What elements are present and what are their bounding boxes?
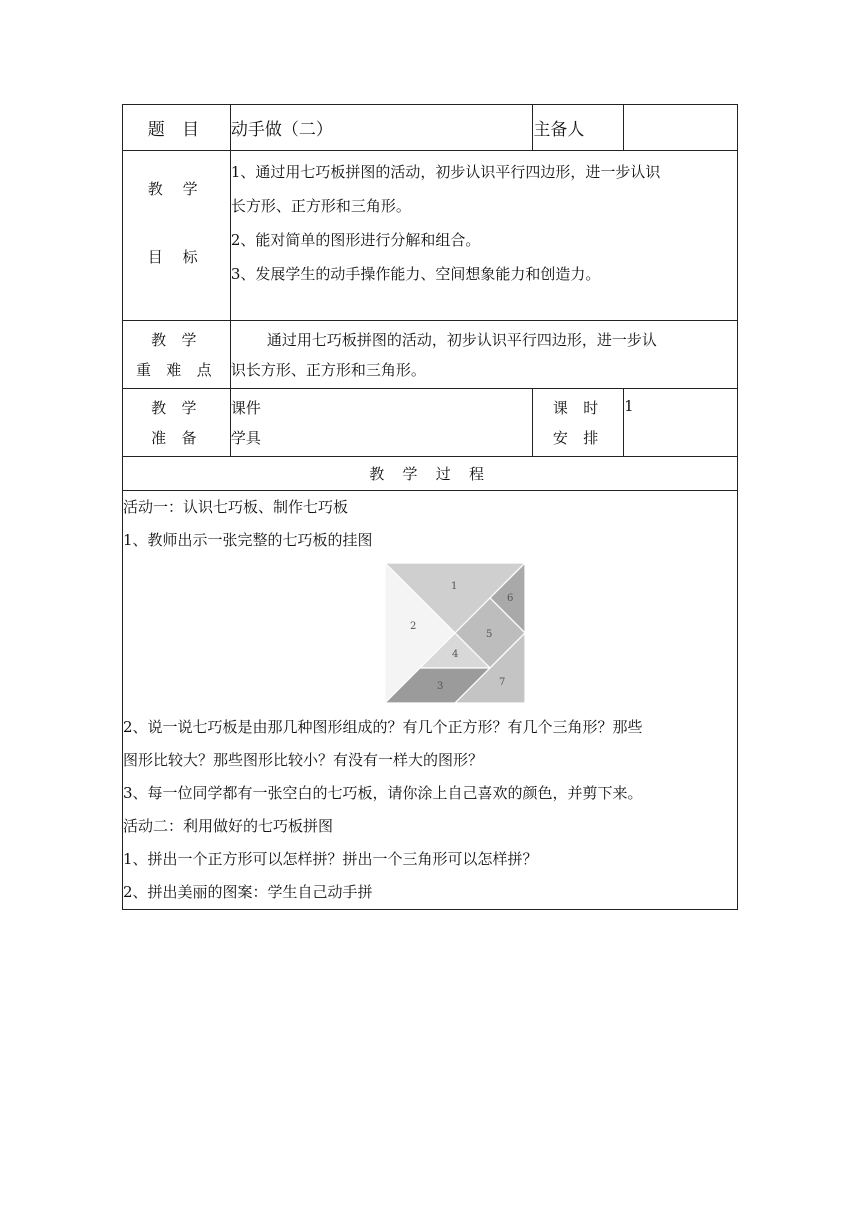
tangram-label-5: 5	[486, 629, 493, 640]
activity1-step3: 3、每一位同学都有一张空白的七巧板，请你涂上自己喜欢的颜色，并剪下来。	[123, 784, 643, 802]
key-points-line: 通过用七巧板拼图的活动，初步认识平行四边形，进一步认	[266, 330, 657, 349]
tangram-label-7: 7	[499, 677, 506, 688]
preparation-items	[230, 389, 532, 457]
key-points-label-top: 教 学	[151, 330, 202, 349]
period-label-top: 课 时	[552, 398, 604, 417]
tangram-label-1: 1	[451, 581, 458, 592]
preparation-label-top: 教 学	[151, 398, 202, 417]
activity2-step2: 2、拼出美丽的图案：学生自己动手拼	[123, 883, 373, 901]
tangram-label-4: 4	[452, 649, 459, 660]
goals-line: 1、通过用七巧板拼图的活动，初步认识平行四边形，进一步认识	[230, 163, 661, 181]
activity1-step2-line: 图形比较大？那些图形比较小？有没有一样大的图形？	[123, 751, 484, 769]
preparation-label	[123, 389, 231, 457]
process-content	[123, 491, 738, 910]
tangram-label-2: 2	[410, 621, 417, 632]
preparer-value	[624, 105, 738, 151]
preparation-item: 学具	[230, 428, 261, 447]
row-title	[123, 105, 738, 151]
goals-label	[123, 151, 231, 321]
activity1-title: 活动一：认识七巧板、制作七巧板	[123, 498, 349, 516]
key-points-content	[230, 321, 737, 389]
goals-line: 3、发展学生的动手操作能力、空间想象能力和创造力。	[230, 265, 601, 283]
lesson-plan-table	[122, 104, 738, 910]
key-points-label-bottom: 重 难 点	[136, 360, 217, 379]
activity1-step1: 1、教师出示一张完整的七巧板的挂图	[123, 531, 373, 549]
goals-content	[230, 151, 737, 321]
row-process-heading	[123, 457, 738, 491]
period-value: 1	[624, 389, 738, 457]
preparer-label: 主备人	[533, 105, 624, 151]
title-value: 动手做（二）	[230, 105, 532, 151]
key-points-line: 识长方形、正方形和三角形。	[230, 360, 426, 379]
tangram-figure	[385, 563, 525, 703]
goals-label-top: 教 学	[147, 179, 206, 198]
goals-line: 2、能对简单的图形进行分解和组合。	[230, 231, 481, 249]
key-points-label	[123, 321, 231, 389]
activity1-step2-line: 2、说一说七巧板是由那几种图形组成的？有几个正方形？有几个三角形？那些	[123, 718, 643, 736]
period-label	[533, 389, 624, 457]
preparation-item: 课件	[230, 398, 261, 417]
tangram-label-3: 3	[437, 681, 444, 692]
activity2-title: 活动二：利用做好的七巧板拼图	[123, 817, 334, 835]
activity2-step1: 1、拼出一个正方形可以怎样拼？拼出一个三角形可以怎样拼？	[123, 850, 538, 868]
tangram-label-6: 6	[507, 593, 514, 604]
row-preparation	[123, 389, 738, 457]
row-process	[123, 491, 738, 910]
preparation-label-bottom: 准 备	[151, 428, 202, 447]
period-label-bottom: 安 排	[552, 428, 604, 447]
row-key-points	[123, 321, 738, 389]
goals-line: 长方形、正方形和三角形。	[230, 197, 411, 215]
title-label: 题 目	[123, 105, 231, 151]
process-heading: 教 学 过 程	[123, 457, 738, 491]
goals-label-bottom: 目 标	[147, 247, 206, 266]
row-goals	[123, 151, 738, 321]
